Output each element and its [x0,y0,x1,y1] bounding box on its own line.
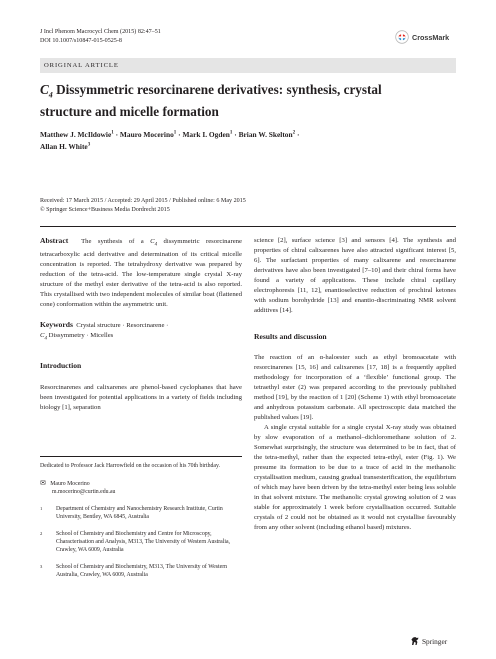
keywords-c4: $C_4$ [40,332,47,342]
results-heading: Results and discussion [254,332,327,341]
article-type-label: ORIGINAL ARTICLE [44,62,119,69]
keywords-label: Keywords [40,320,73,330]
affiliation: 3 School of Chemistry and Biochemistry, M313, The University of Western Australia, Crawley, WA 6009, Australia [40,564,228,578]
header-rule [40,226,456,227]
abstract-c4: $C_4$ [150,238,158,248]
author-separator: · [296,130,300,140]
author[interactable]: Matthew J. McIldowie$^1$ [40,130,114,140]
crossmark-badge[interactable] [395,30,449,44]
author[interactable]: Allan H. White$^3$ [40,141,91,151]
footnote-rule [40,456,242,457]
title-line-1 [40,82,460,104]
left-column [40,236,242,413]
results-paragraph-2: A single crystal suitable for a single crystal X-ray study was obtained by slow evaporation of a methanol–dichloromethane solution of 2. Somewhat surprisingly, the structure was determined to be in fact, that of the tetra-methyl, rather than the expected tetra-ethyl, ester (Fig. 1). We presume its formation to be due to a trace of acid in the methanolic crystallisation medium, causing gradual transesterification, the equilibrium of which may have been driven by the tetra-methyl ester being less soluble in that solvent mixture. The methanolic crystal growing solution of 2 was stable for approximately 1 week before crystallisation occurred. Suitable crystals of 2 could not be obtained as it would not crystallise favourably from any other solvent (including ethanol based) mixtures. [254,424,456,531]
author[interactable]: Mark I. Ogden$^1$ [182,130,233,140]
right-column [254,236,456,533]
results-paragraph-1: The reaction of an α-haloester such as ethyl bromoacetate with resorcinarenes [15, 16] and calixarenes [17, 18] is a frequently applied methodology for incorporation of a ‘flexible’ functional group. The tetraethyl ester (2) was prepared according to the previously published method [19], by the reaction of 1 [20] (Scheme 1) with ethyl bromoacetate and anhydrous potassium carbonate. All spectroscopic data matched the published values [19]. [254,354,456,421]
title-c4: $C_4$ [40,82,53,100]
contact-email[interactable]: m.mocerino@curtin.edu.au [52,489,116,495]
affiliation: 2 School of Chemistry and Biochemistry and Centre for Microscopy, Characterisation and Analysis, M313, The University of Western Australia, Crawley, WA 6009, Australia [40,531,230,553]
journal-header [40,28,161,46]
affiliation: 1 Department of Chemistry and Nanochemistry Research Institute, Curtin University, Bentley, WA 6845, Australia [40,506,223,520]
article-type-bar [40,58,456,73]
crossmark-icon [395,30,409,44]
dedication: Dedicated to Professor Jack Harrowfield on the occasion of his 70th birthday. [40,463,220,469]
publication-dates [40,197,460,214]
keywords: Keywords Crystal structure · Resorcinarene · $C_4$ Dissymmetry · Micelles [40,320,169,342]
journal-doi: DOI 10.1007/s10847-015-0525-8 [40,38,122,44]
envelope-icon: ✉ [40,479,46,487]
received-dates: Received: 17 March 2015 / Accepted: 29 April 2015 / Published online: 6 May 2015 [40,198,246,204]
springer-horse-icon [410,636,420,646]
author-separator: · [234,130,237,140]
abstract: Abstract The synthesis of a $C_4$ dissymmetric resorcinarene tetracarboxylic acid derivative and determination of its critical micelle concentration is reported. The tetrahydroxy derivative was prepared by reduction of the tetra-acid. The low-temperature single crystal X-ray structure of the methyl ester derivative of the tetra-acid is also reported. This crystallised with two independent molecules of similar boat (flattened cone) conformation within the asymmetric unit. [40,236,242,309]
copyright: © Springer Science+Business Media Dordrecht 2015 [40,206,170,213]
contact-author [40,479,242,488]
title-line-1-text: Dissymmetric resorcinarene derivatives: synthesis, crystal [52,82,382,97]
contact-name: Mauro Mocerino [50,481,90,487]
author[interactable]: Brian W. Skelton$^2$ [238,130,296,140]
journal-citation: J Incl Phenom Macrocycl Chem (2015) 82:47–51 [40,29,161,35]
springer-logo [410,636,447,646]
introduction-heading: Introduction [40,360,82,370]
footnotes [40,462,242,579]
author[interactable]: Mauro Mocerino$^1$ [119,130,177,140]
author-separator: · [178,130,181,140]
introduction-text: Resorcinarenes and calixarenes are phenol-based cyclophanes that have been investigated for potential applications in a variety of fields including biology [1], separation [40,383,242,411]
author-list [40,129,460,152]
title-line-2: structure and micelle formation [40,104,219,120]
introduction-continued: science [2], surface science [3] and sensors [4]. The synthesis and properties of chiral calixarenes have also attracted significant interest [5, 6]. The surfactant properties of many calixarene and resorcinarene derivatives have also been investigated [7–10] and their chiral forms have found a variety of applications. These include chiral capillary electrophoresis [11, 12], enantioselective reduction of prochiral ketones with sodium borohydride [13] and enantio-discriminating NMR solvent additives [14]. [254,237,456,314]
publisher-name: Springer [422,636,448,646]
abstract-label: Abstract [40,236,69,245]
crossmark-label: CrossMark [412,32,450,42]
article-title [40,82,460,121]
author-separator: · [115,130,119,140]
